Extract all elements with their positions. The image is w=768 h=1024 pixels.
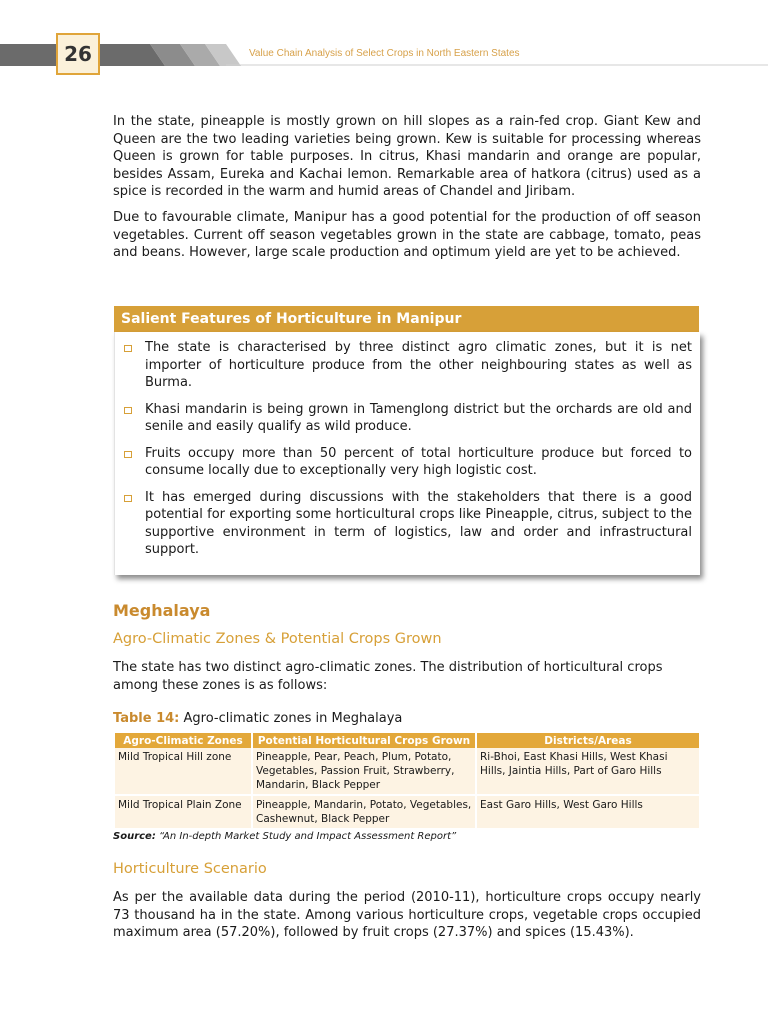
table-row [115,794,699,828]
table-cell: Ri-Bhoi, East Khasi Hills, West Khasi Hills, Jaintia Hills, Part of Garo Hills [477,748,699,794]
intro-paragraph-1-block [113,113,701,201]
source-label: Source: [113,831,156,842]
salient-box [114,332,700,575]
table-cell: Mild Tropical Plain Zone [115,794,251,828]
list-item-text: Fruits occupy more than 50 percent of total horticulture produce but forced to consume locally due to exceptionally very high logistic cost. [145,445,692,478]
square-bullet-icon [124,407,132,414]
subsection-heading: Agro-Climatic Zones & Potential Crops Grown [113,631,442,647]
table-cell: East Garo Hills, West Garo Hills [477,794,699,828]
paragraph: Due to favourable climate, Manipur has a good potential for the production of off season vegetables. Current off season vegetables grown in the state are cabbage, tomato, peas and beans. However, large scale production and optimum yield are yet to be achieved. [113,210,701,260]
table-caption-text: Agro-climatic zones in Meghalaya [179,711,403,726]
table-caption-label: Table 14: [113,711,180,726]
salient-list [115,339,700,568]
table-header-row [115,733,699,748]
agro-climatic-table [113,733,701,828]
column-header: Agro-Climatic Zones [115,733,251,748]
list-item-text: It has emerged during discussions with the stakeholders that there is a good potential for exporting some horticultural crops like Pineapple, citrus, subject to the supportive environment in term of logistics, law and order and infrastructural support. [145,489,692,557]
list-item [115,339,700,392]
square-bullet-icon [124,495,132,502]
list-item [115,445,700,480]
table-cell: Pineapple, Mandarin, Potato, Vegetables, Cashewnut, Black Pepper [253,794,475,828]
paragraph: The state has two distinct agro-climatic zones. The distribution of horticultural crops among these zones is as follows: [113,660,663,693]
running-head: Value Chain Analysis of Select Crops in North Eastern States [249,48,520,59]
paragraph: In the state, pineapple is mostly grown on hill slopes as a rain-fed crop. Giant Kew and Queen are the two leading varieties being grown. Kew is suitable for processing whereas Queen is grown for table purposes. In citrus, Khasi mandarin and orange are popular, besides Assam, Eureka and Kachai lemon. Remarkable area of hatkora (citrus) used as a spice is recorded in the warm and humid areas of Chandel and Jiribam. [113,114,701,199]
meghalaya-intro-block [113,659,701,694]
column-header: Potential Horticultural Crops Grown [253,733,475,748]
table-cell: Pineapple, Pear, Peach, Plum, Potato, Vegetables, Passion Fruit, Strawberry, Mandarin, Black Pepper [253,748,475,794]
list-item-text: Khasi mandarin is being grown in Tamenglong district but the orchards are old and senile and easily qualify as wild produce. [145,401,692,434]
table-source [113,831,456,842]
list-item [115,489,700,559]
list-item-text: The state is characterised by three distinct agro climatic zones, but it is net importer of horticulture produce from the other neighbouring states as well as Burma. [145,340,692,390]
column-header: Districts/Areas [477,733,699,748]
section-heading: Meghalaya [113,601,211,620]
source-text: “An In-depth Market Study and Impact Assessment Report” [155,831,457,842]
scenario-block [113,889,701,942]
salient-box-title: Salient Features of Horticulture in Manipur [114,306,699,332]
table-row [115,748,699,794]
square-bullet-icon [124,451,132,458]
intro-paragraph-2-block [113,209,701,262]
page-number: 26 [56,33,100,75]
table-cell: Mild Tropical Hill zone [115,748,251,794]
paragraph: As per the available data during the period (2010-11), horticulture crops occupy nearly 73 thousand ha in the state. Among various horticulture crops, vegetable crops occupied maximum area (57.20%), followed by fruit crops (27.37%) and spices (15.43%). [113,890,701,940]
table-caption [113,711,402,726]
list-item [115,401,700,436]
square-bullet-icon [124,345,132,352]
subsection-heading: Horticulture Scenario [113,861,267,877]
